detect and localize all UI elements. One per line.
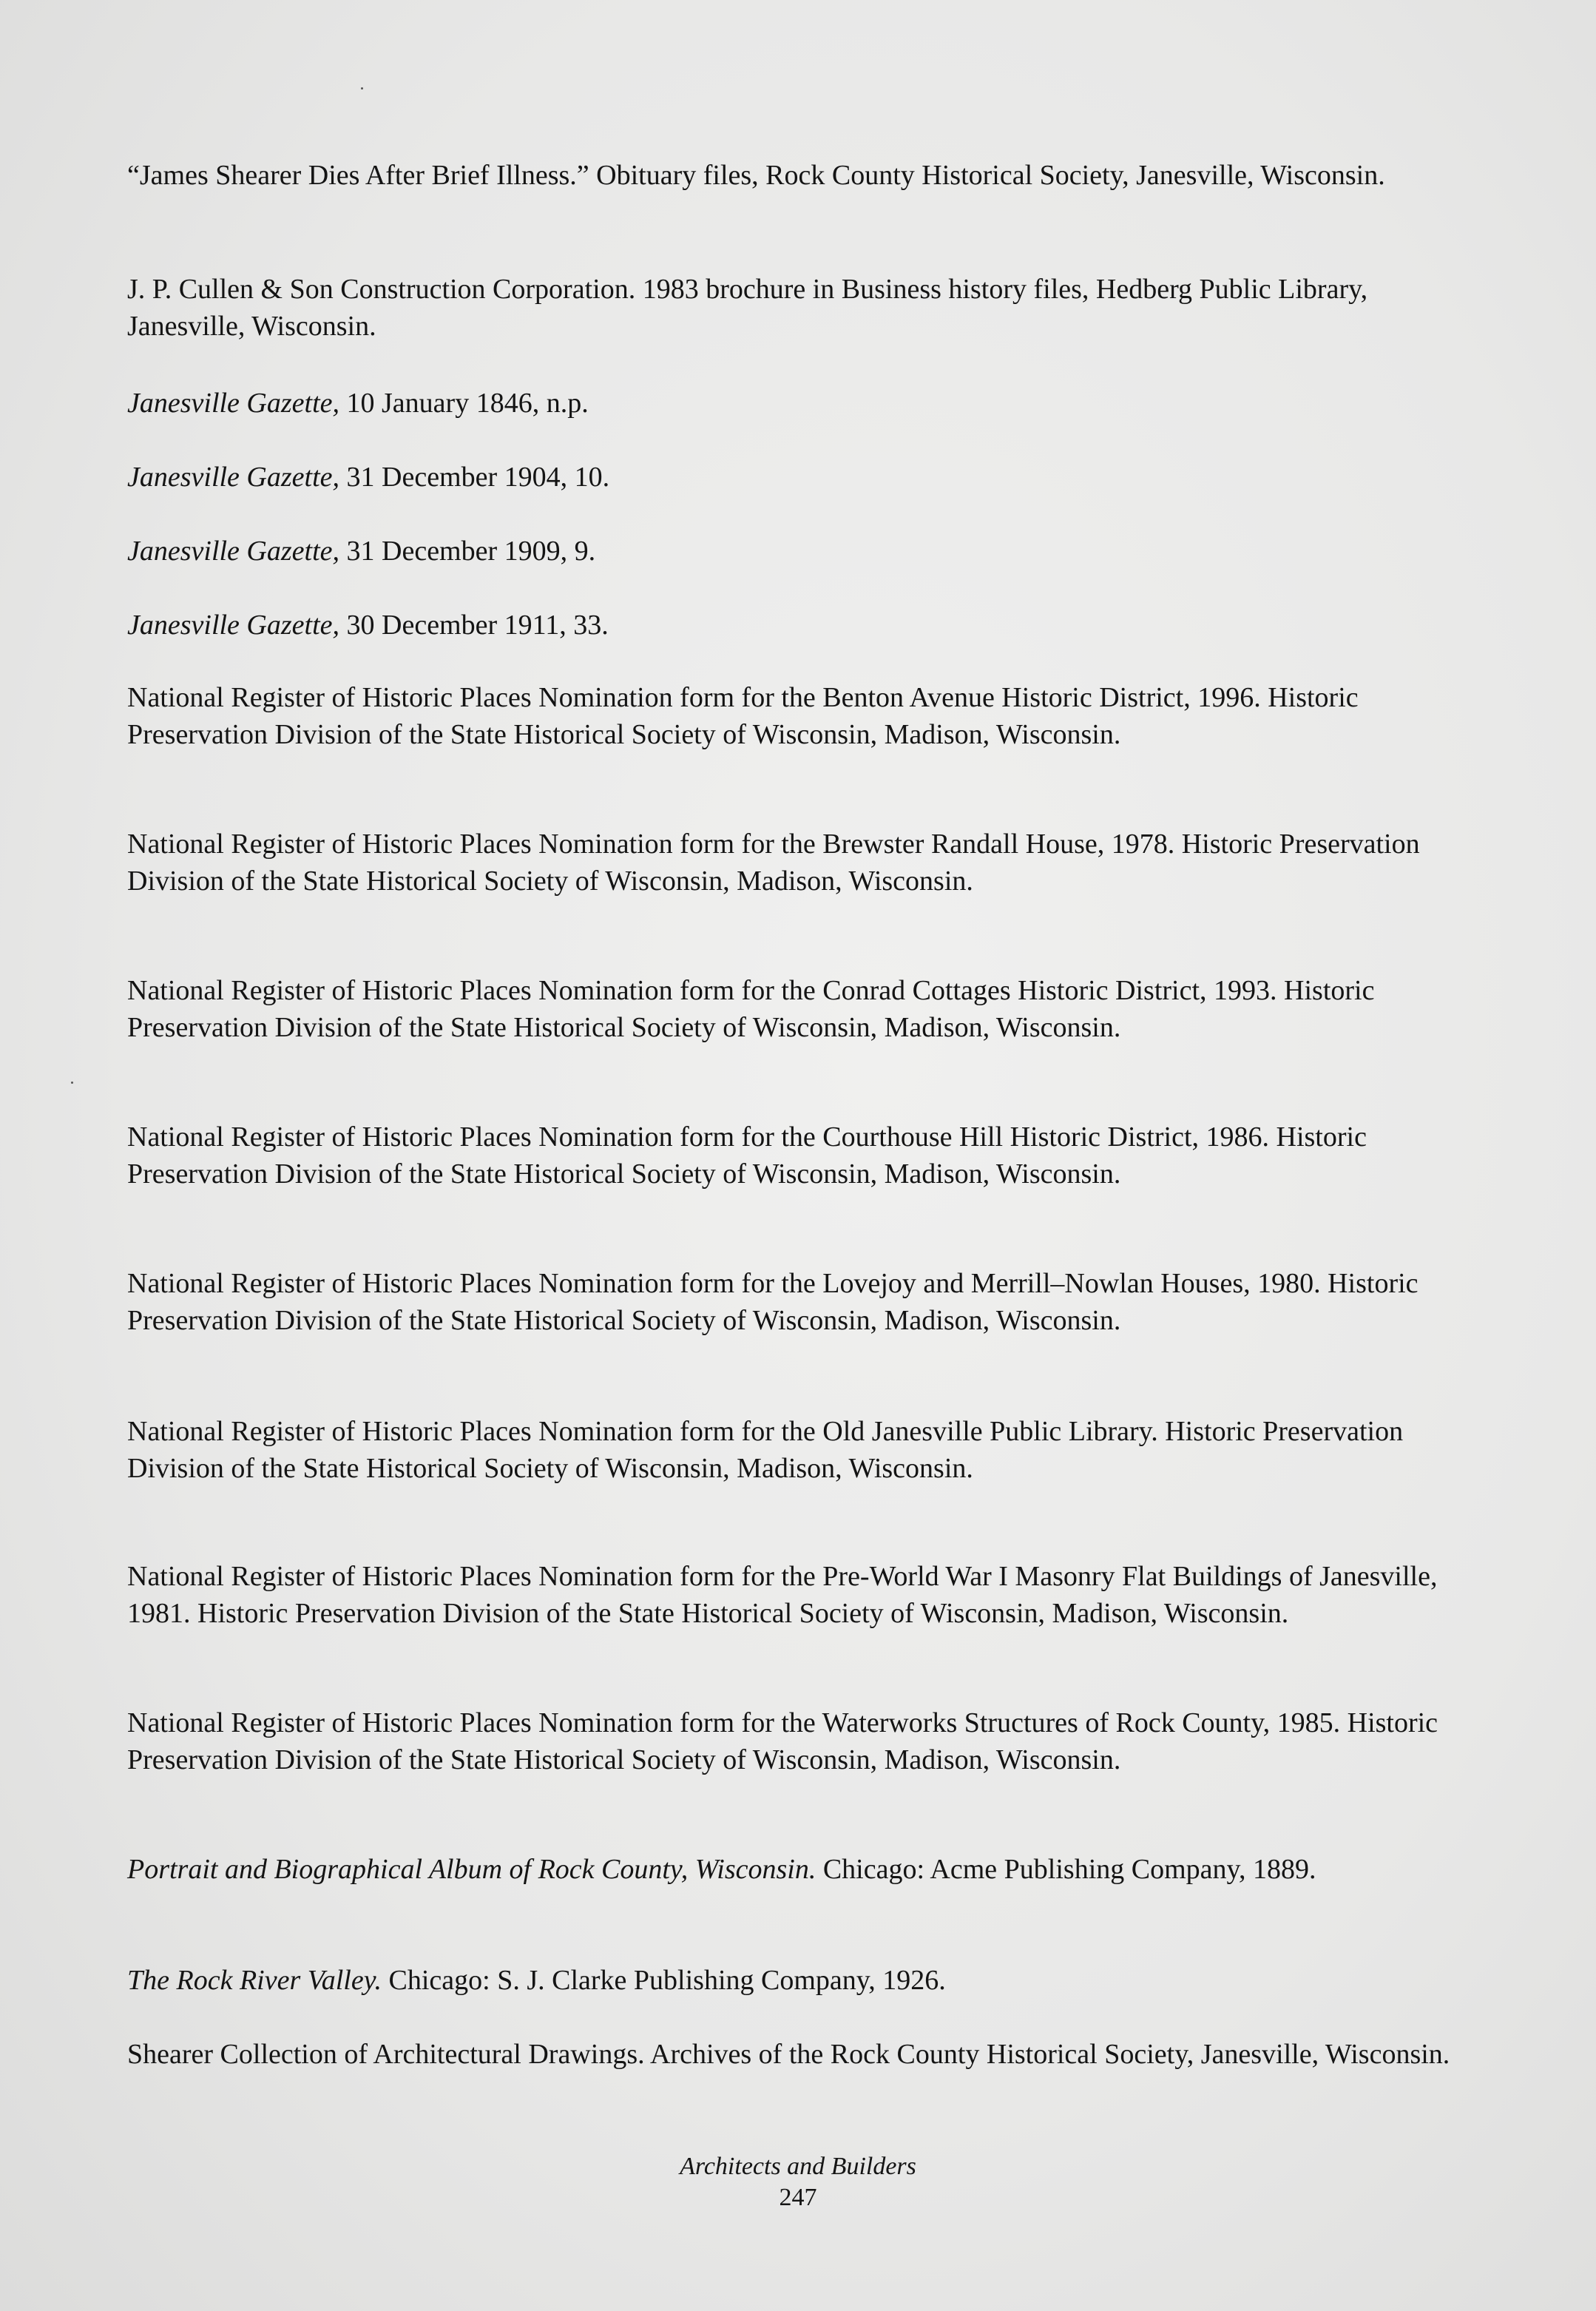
scan-speck bbox=[71, 1082, 73, 1084]
bibliography-entry: Janesville Gazette, 30 December 1911, 33. bbox=[127, 610, 609, 641]
bibliography-entry: National Register of Historic Places Nomination form for the Lovejoy and Merrill–Nowlan Houses, 1980. Historic Preservation Division of the State Historical Society of Wisconsin, Madison, Wisconsin. bbox=[127, 1268, 1419, 1336]
bibliography-entry: National Register of Historic Places Nomination form for the Waterworks Structures of Rock County, 1985. Historic Preservation Division of the State Historical Society of Wisconsin, Madison, Wisconsin. bbox=[127, 1707, 1438, 1775]
bibliography-entry: Janesville Gazette, 31 December 1904, 10. bbox=[127, 462, 610, 493]
bibliography-entry: J. P. Cullen & Son Construction Corporation. 1983 brochure in Business history files, Hedberg Public Library, Janesville, Wisconsin. bbox=[127, 274, 1368, 342]
bibliography-entry: Janesville Gazette, 10 January 1846, n.p. bbox=[127, 388, 589, 419]
bibliography-entry: National Register of Historic Places Nomination form for the Conrad Cottages Historic District, 1993. Historic Preservation Division of the State Historical Society of Wisconsin, Madison, Wisconsin. bbox=[127, 975, 1375, 1043]
bibliography-entry: National Register of Historic Places Nomination form for the Courthouse Hill Historic District, 1986. Historic Preservation Division of the State Historical Society of Wisconsin, Madison, Wisconsin. bbox=[127, 1121, 1367, 1190]
bibliography-entry: “James Shearer Dies After Brief Illness.” Obituary files, Rock County Historical Society, Janesville, Wisconsin. bbox=[127, 160, 1385, 191]
bibliography-entry: Janesville Gazette, 31 December 1909, 9. bbox=[127, 536, 596, 567]
running-footer-title: Architects and Builders bbox=[680, 2153, 916, 2180]
scan-speck bbox=[361, 87, 363, 90]
bibliography-entry: Portrait and Biographical Album of Rock County, Wisconsin. Chicago: Acme Publishing Company, 1889. bbox=[127, 1854, 1316, 1885]
bibliography-entry: The Rock River Valley. Chicago: S. J. Clarke Publishing Company, 1926. bbox=[127, 1965, 946, 1996]
bibliography-entry: Shearer Collection of Architectural Drawings. Archives of the Rock County Historical Society, Janesville, Wisconsin. bbox=[127, 2039, 1450, 2070]
bibliography-entry: National Register of Historic Places Nomination form for the Old Janesville Public Library. Historic Preservation Division of the State Historical Society of Wisconsin, Madison, Wisconsin. bbox=[127, 1416, 1404, 1484]
bibliography-entry: National Register of Historic Places Nomination form for the Benton Avenue Historic District, 1996. Historic Preservation Division of the State Historical Society of Wisconsin, Madison, Wisconsin. bbox=[127, 682, 1359, 750]
bibliography-entry: National Register of Historic Places Nomination form for the Pre-World War I Masonry Flat Buildings of Janesville, 1981. Historic Preservation Division of the State Historical Society of Wisconsin, Madison, Wisconsin. bbox=[127, 1561, 1438, 1629]
page-number: 247 bbox=[779, 2184, 817, 2211]
bibliography-entry: National Register of Historic Places Nomination form for the Brewster Randall House, 1978. Historic Preservation Division of the State Historical Society of Wisconsin, Madison, Wisconsin. bbox=[127, 829, 1420, 897]
